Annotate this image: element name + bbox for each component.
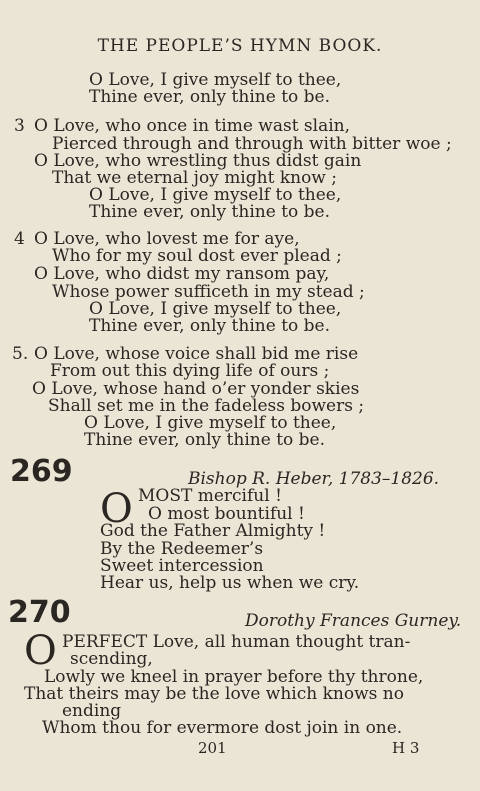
verse-line: From out this dying life of ours ; — [50, 361, 330, 381]
hymn-line: O most bountiful ! — [148, 504, 305, 524]
drop-cap: O — [24, 628, 57, 674]
verse-number: 3 — [14, 116, 25, 136]
hymn-author: Dorothy Frances Gurney. — [245, 611, 462, 631]
hymn-line: By the Redeemer’s — [100, 539, 264, 559]
verse-line: That we eternal joy might know ; — [52, 168, 337, 188]
verse-line: Thine ever, only thine to be. — [89, 202, 331, 222]
verse-line: O Love, I give myself to thee, — [89, 299, 342, 319]
page-number: 201 — [198, 739, 227, 757]
verse-number: 4 — [14, 229, 25, 249]
hymn-line: That theirs may be the love which knows no — [24, 684, 404, 704]
refrain-line: Thine ever, only thine to be. — [89, 87, 331, 107]
hymn-line: Hear us, help us when we cry. — [100, 573, 360, 593]
signature-mark: H 3 — [392, 739, 420, 757]
verse-line: O Love, I give myself to thee, — [89, 185, 342, 205]
verse-line: O Love, who wrestling thus didst gain — [34, 151, 362, 171]
refrain-line: O Love, I give myself to thee, — [89, 70, 342, 90]
hymn-line: Lowly we kneel in prayer before thy throne, — [44, 667, 424, 687]
hymn-author: Bishop R. Heber, 1783–1826. — [188, 469, 440, 489]
verse-line: Whose power sufficeth in my stead ; — [52, 282, 365, 302]
verse-line: O Love, whose hand o’er yonder skies — [32, 379, 360, 399]
verse-number: 5. — [12, 344, 29, 364]
hymn-line: Sweet intercession — [100, 556, 264, 576]
verse-line: O Love, I give myself to thee, — [84, 413, 337, 433]
verse-line: Thine ever, only thine to be. — [84, 430, 326, 450]
verse-line: O Love, who didst my ransom pay, — [34, 264, 330, 284]
verse-line: O Love, whose voice shall bid me rise — [34, 344, 359, 364]
page-header: THE PEOPLE’S HYMN BOOK. — [97, 36, 383, 56]
hymn-line: scending, — [70, 649, 153, 669]
hymn-line: ending — [62, 701, 122, 721]
verse-line: Thine ever, only thine to be. — [89, 316, 331, 336]
verse-line: Who for my soul dost ever plead ; — [52, 246, 342, 266]
verse-line: Pierced through and through with bitter woe ; — [52, 134, 452, 154]
hymn-number: 270 — [8, 595, 71, 630]
hymn-line: MOST merciful ! — [138, 486, 282, 506]
drop-cap: O — [100, 486, 133, 532]
hymn-number: 269 — [10, 454, 73, 489]
verse-line: O Love, who once in time wast slain, — [34, 116, 351, 136]
hymn-line: Whom thou for evermore dost join in one. — [42, 718, 403, 738]
verse-line: O Love, who lovest me for aye, — [34, 229, 300, 249]
hymn-line: God the Father Almighty ! — [100, 521, 326, 541]
verse-line: Shall set me in the fadeless bowers ; — [48, 396, 365, 416]
hymn-line: PERFECT Love, all human thought tran- — [62, 632, 411, 652]
